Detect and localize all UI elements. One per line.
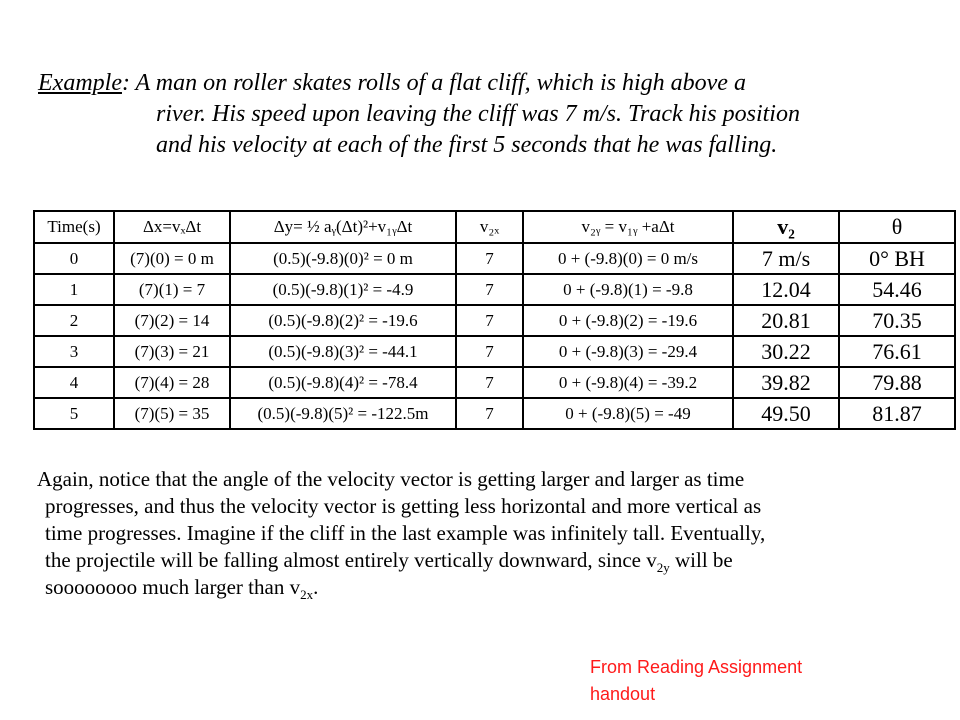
cell-dx: (7)(4) = 28 bbox=[114, 367, 230, 398]
cell-v2y: 0 + (-9.8)(0) = 0 m/s bbox=[523, 243, 733, 274]
cell-v2: 49.50 bbox=[733, 398, 839, 429]
cell-theta: 76.61 bbox=[839, 336, 955, 367]
example-text-1: : A man on roller skates rolls of a flat cliff, which is high above a bbox=[121, 70, 746, 96]
paragraph-text: . bbox=[313, 575, 319, 599]
cell-v2y: 0 + (-9.8)(4) = -39.2 bbox=[523, 367, 733, 398]
paragraph-text: soooooooo much larger than v bbox=[45, 575, 301, 599]
example-text-2: river. His speed upon leaving the cliff was 7 m/s. Track his position bbox=[156, 101, 800, 127]
cell-theta: 0° BH bbox=[839, 243, 955, 274]
table-row bbox=[34, 367, 955, 398]
header-dy: Δy= ½ aᵧ(Δt)²+v₁ᵧΔt bbox=[230, 211, 456, 243]
cell-time: 3 bbox=[34, 336, 114, 367]
cell-theta: 79.88 bbox=[839, 367, 955, 398]
subscript-2y: 2y bbox=[656, 560, 670, 576]
cell-v2y: 0 + (-9.8)(5) = -49 bbox=[523, 398, 733, 429]
cell-dy: (0.5)(-9.8)(0)² = 0 m bbox=[230, 243, 456, 274]
header-dx: Δx=vₓΔt bbox=[114, 211, 230, 243]
example-text-3: and his velocity at each of the first 5 seconds that he was falling. bbox=[156, 132, 778, 158]
cell-theta: 54.46 bbox=[839, 274, 955, 305]
cell-time: 1 bbox=[34, 274, 114, 305]
paragraph-line: Again, notice that the angle of the velocity vector is getting larger and larger as time bbox=[37, 467, 745, 491]
paragraph-line: time progresses. Imagine if the cliff in the last example was infinitely tall. Eventually, bbox=[45, 521, 766, 545]
motion-table bbox=[33, 210, 956, 430]
cell-v2: 30.22 bbox=[733, 336, 839, 367]
header-v2: v₂ bbox=[733, 211, 839, 243]
table-row bbox=[34, 398, 955, 429]
table-row bbox=[34, 274, 955, 305]
example-line-3 bbox=[38, 130, 918, 161]
cell-dy: (0.5)(-9.8)(3)² = -44.1 bbox=[230, 336, 456, 367]
source-credit bbox=[590, 654, 890, 708]
cell-v2y: 0 + (-9.8)(3) = -29.4 bbox=[523, 336, 733, 367]
cell-dx: (7)(3) = 21 bbox=[114, 336, 230, 367]
cell-v2y: 0 + (-9.8)(1) = -9.8 bbox=[523, 274, 733, 305]
cell-dx: (7)(5) = 35 bbox=[114, 398, 230, 429]
cell-theta: 81.87 bbox=[839, 398, 955, 429]
header-theta: θ bbox=[839, 211, 955, 243]
header-v2x: v₂ₓ bbox=[456, 211, 523, 243]
cell-dx: (7)(1) = 7 bbox=[114, 274, 230, 305]
cell-v2y: 0 + (-9.8)(2) = -19.6 bbox=[523, 305, 733, 336]
cell-v2: 20.81 bbox=[733, 305, 839, 336]
cell-time: 5 bbox=[34, 398, 114, 429]
example-line-1 bbox=[38, 68, 918, 99]
cell-v2: 7 m/s bbox=[733, 243, 839, 274]
paragraph-line: progresses, and thus the velocity vector is getting less horizontal and more vertical as bbox=[45, 494, 762, 518]
table-row bbox=[34, 305, 955, 336]
cell-dx: (7)(0) = 0 m bbox=[114, 243, 230, 274]
table-row bbox=[34, 243, 955, 274]
paragraph-text: will be bbox=[669, 548, 733, 572]
cell-v2: 12.04 bbox=[733, 274, 839, 305]
cell-v2x: 7 bbox=[456, 243, 523, 274]
subscript-2x: 2x bbox=[300, 587, 314, 603]
cell-dx: (7)(2) = 14 bbox=[114, 305, 230, 336]
credit-line-1: From Reading Assignment bbox=[590, 657, 803, 677]
table-header-row bbox=[34, 211, 955, 243]
example-line-2 bbox=[38, 99, 918, 130]
header-v2y: v₂ᵧ = v₁ᵧ +aΔt bbox=[523, 211, 733, 243]
cell-v2x: 7 bbox=[456, 274, 523, 305]
cell-dy: (0.5)(-9.8)(2)² = -19.6 bbox=[230, 305, 456, 336]
table-row bbox=[34, 336, 955, 367]
example-label: Example bbox=[38, 70, 122, 96]
cell-dy: (0.5)(-9.8)(5)² = -122.5m bbox=[230, 398, 456, 429]
credit-line-2: handout bbox=[590, 684, 656, 704]
cell-time: 2 bbox=[34, 305, 114, 336]
cell-dy: (0.5)(-9.8)(4)² = -78.4 bbox=[230, 367, 456, 398]
paragraph-line bbox=[37, 574, 937, 601]
cell-v2x: 7 bbox=[456, 336, 523, 367]
header-time: Time(s) bbox=[34, 211, 114, 243]
paragraph-text: the projectile will be falling almost entirely vertically downward, since v bbox=[45, 548, 657, 572]
cell-v2x: 7 bbox=[456, 367, 523, 398]
example-heading bbox=[38, 68, 918, 161]
cell-v2: 39.82 bbox=[733, 367, 839, 398]
cell-time: 0 bbox=[34, 243, 114, 274]
cell-theta: 70.35 bbox=[839, 305, 955, 336]
cell-v2x: 7 bbox=[456, 305, 523, 336]
cell-dy: (0.5)(-9.8)(1)² = -4.9 bbox=[230, 274, 456, 305]
explanation-paragraph bbox=[37, 466, 937, 601]
paragraph-line bbox=[37, 547, 937, 574]
cell-time: 4 bbox=[34, 367, 114, 398]
cell-v2x: 7 bbox=[456, 398, 523, 429]
